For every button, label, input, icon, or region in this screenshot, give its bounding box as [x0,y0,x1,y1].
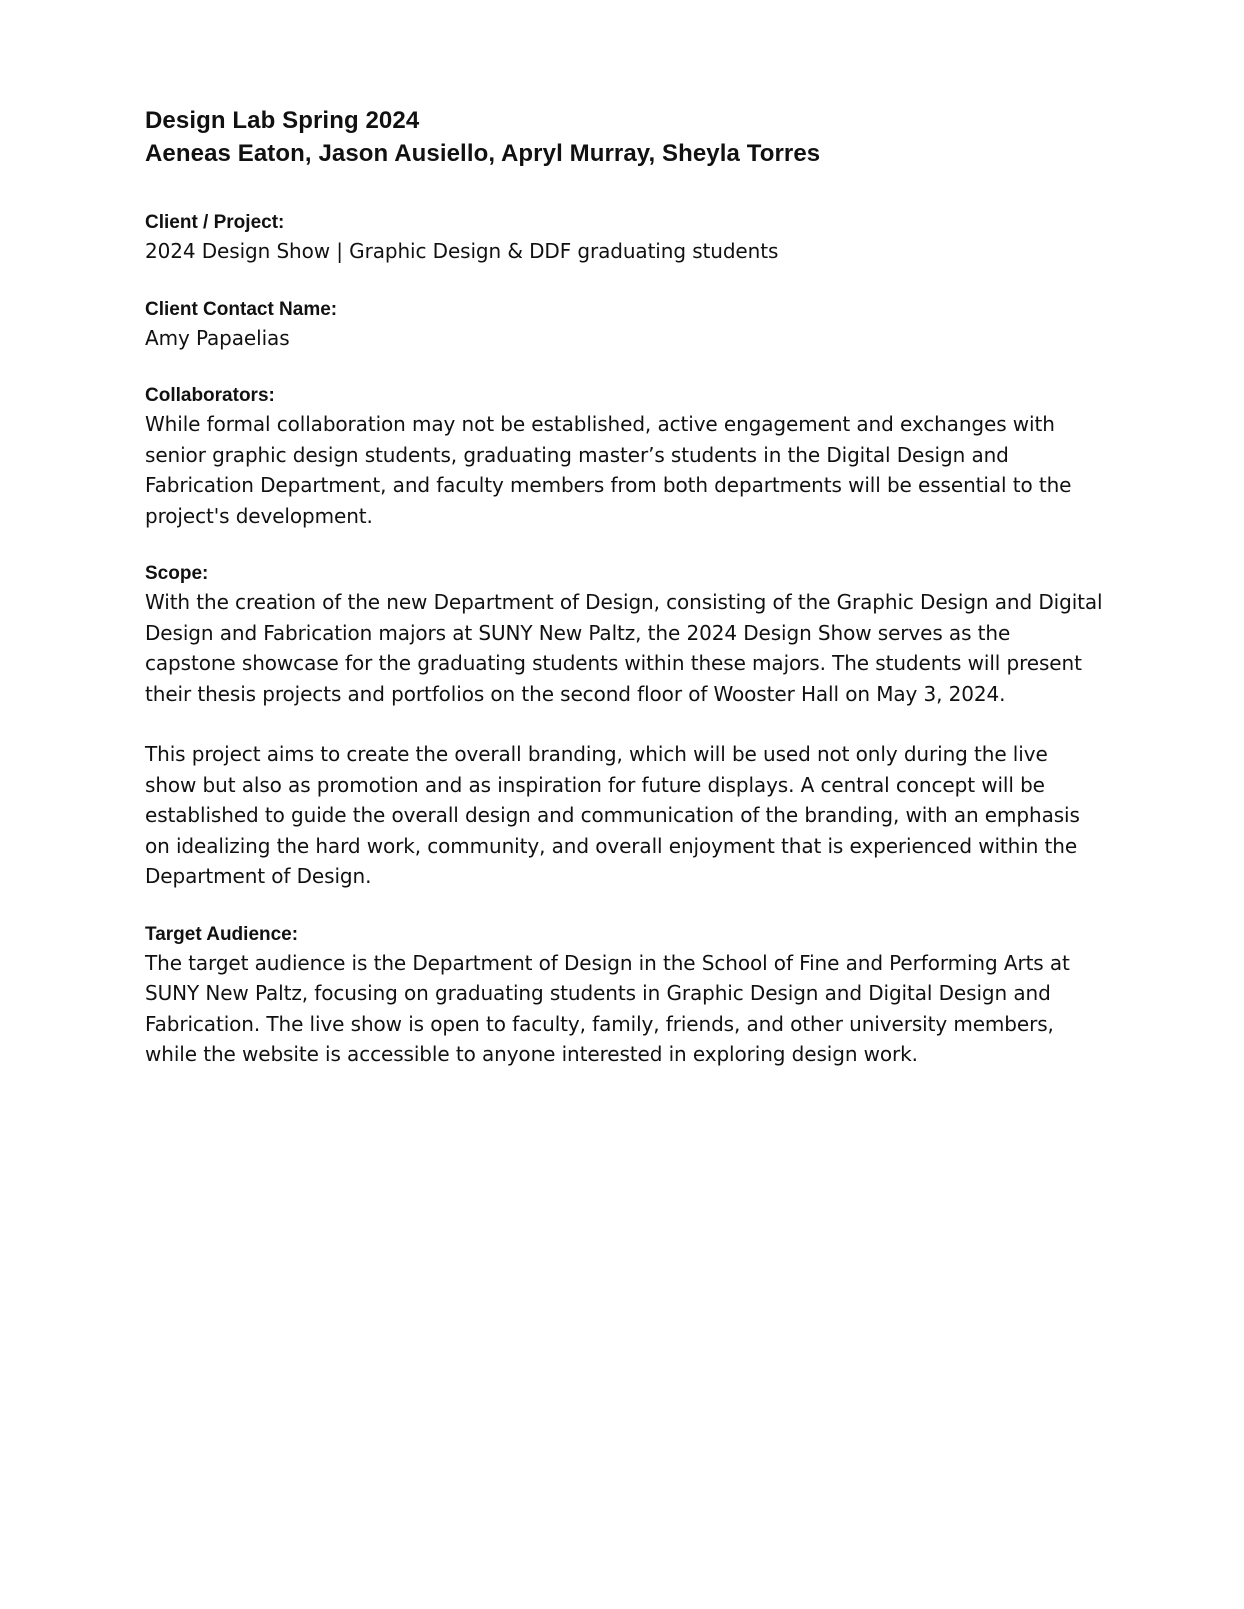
target-audience-text: The target audience is the Department of Design in the School of Fine and Performing Arts at SUNY New Paltz, focusing on graduating students in Graphic Design and Digital Design and Fabrication. The live show is open to faculty, family, friends, and other university members, while the website is accessible to anyone interested in exploring design work. [145,950,1070,1066]
section-target-audience [145,922,1105,1070]
collaborators-label: Collaborators: [145,385,275,406]
client-contact-text: Amy Papaelias [145,325,290,350]
collaborators-text: While formal collaboration may not be established, active engagement and exchanges with senior graphic design students, graduating master’s students in the Digital Design and Fabrication Department, and faculty members from both departments will be essential to the project's development. [145,412,1072,528]
scope-paragraph: With the creation of the new Department of Design, consisting of the Graphic Design and Digital Design and Fabrication majors at SUNY New Paltz, the 2024 Design Show serves as the capstone showcase for the graduating students within these majors. The students will present their thesis projects and portfolios on the second floor of Wooster Hall on May 3, 2024. [145,590,1103,706]
scope-paragraph: This project aims to create the overall branding, which will be used not only during the live show but also as promotion and as inspiration for future displays. A central concept will be established to guide the overall design and communication of the branding, with an emphasis on idealizing the hard work, community, and overall enjoyment that is experienced within the Department of Design. [145,742,1080,888]
scope-label: Scope: [145,563,209,584]
client-project-label: Client / Project: [145,212,285,233]
section-scope [145,561,1105,892]
course-title: Design Lab Spring 2024 [145,107,420,134]
document-header [145,104,1105,170]
target-audience-label: Target Audience: [145,923,299,945]
section-collaborators [145,383,1105,531]
client-project-text: 2024 Design Show | Graphic Design & DDF graduating students [145,239,779,263]
client-contact-label: Client Contact Name: [145,298,338,320]
section-client-project [145,210,1105,267]
document-page [145,104,1105,1100]
team-members: Aeneas Eaton, Jason Ausiello, Apryl Murray, Sheyla Torres [145,140,821,167]
section-client-contact [145,297,1105,354]
